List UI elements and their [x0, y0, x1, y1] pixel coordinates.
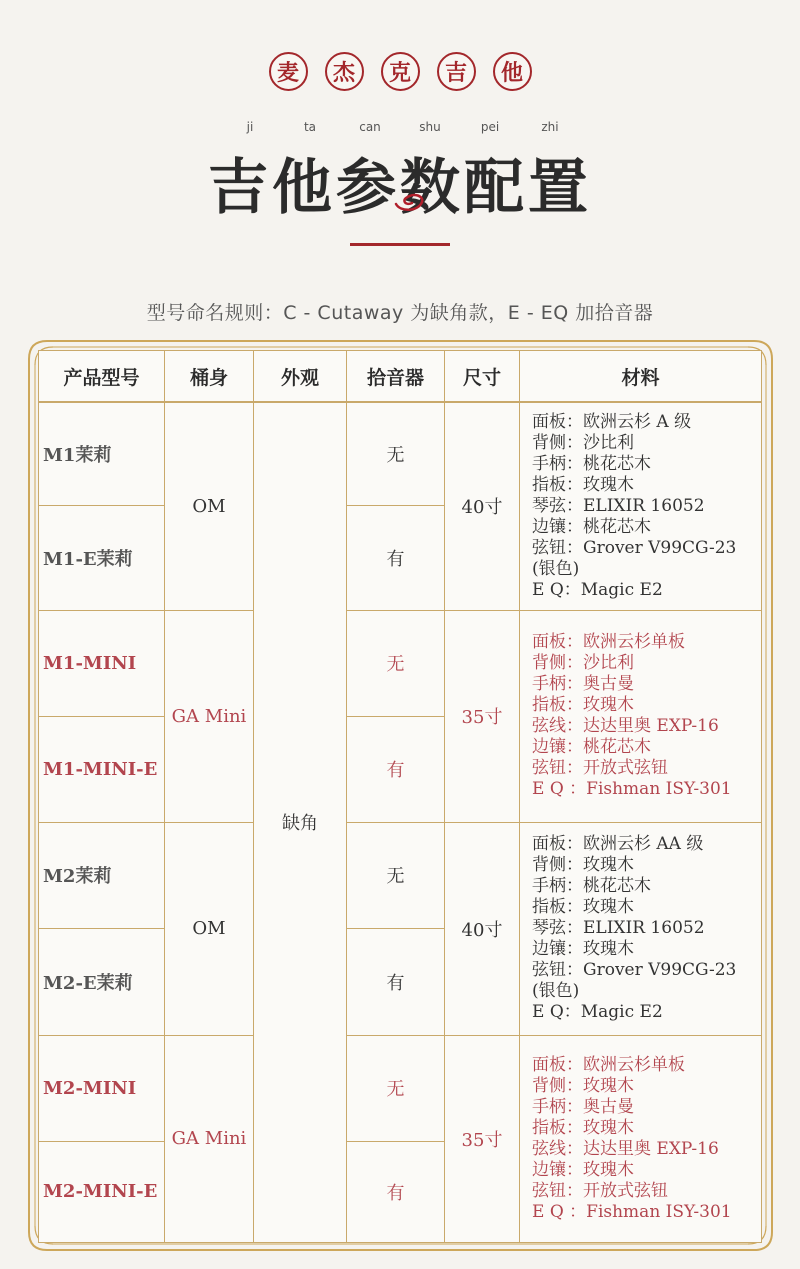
size: 40寸 — [445, 822, 520, 1035]
material-line: 边镶：桃花芯木 — [532, 737, 651, 757]
material-line: 弦钮：Grover V99CG-23 (银色) — [532, 960, 737, 1001]
material-line: 弦钮：开放式弦钮 — [532, 758, 668, 778]
header-body: 桶身 — [165, 351, 254, 403]
material-line: E Q：Magic E2 — [532, 579, 663, 600]
material-line: 面板：欧洲云杉单板 — [532, 632, 685, 652]
header-appearance: 外观 — [254, 351, 347, 403]
material-line: 背侧：玫瑰木 — [532, 855, 634, 875]
body-type: GA Mini — [165, 1035, 254, 1242]
material-line: 边镶：玫瑰木 — [532, 939, 634, 959]
header-materials: 材料 — [520, 351, 762, 403]
material-line: 手柄：奥古曼 — [532, 1096, 634, 1117]
brand-name — [0, 52, 800, 91]
table-row — [39, 822, 762, 928]
material-line: 指板：玫瑰木 — [532, 1117, 634, 1138]
brand-char: 他 — [493, 52, 532, 91]
material-line: 背侧：沙比利 — [532, 653, 634, 673]
pickup: 无 — [347, 822, 445, 928]
material-line: 手柄：奥古曼 — [532, 674, 634, 694]
material-line: 弦线：达达里奥 EXP-16 — [532, 1138, 719, 1159]
material-line: 琴弦：ELIXIR 16052 — [532, 918, 705, 938]
material-line: 边镶：玫瑰木 — [532, 1159, 634, 1180]
body-type: OM — [165, 822, 254, 1035]
materials — [520, 402, 762, 610]
model-name: M2-MINI-E — [39, 1141, 165, 1242]
table-row — [39, 402, 762, 505]
brush-swirl-decoration — [392, 186, 426, 214]
size: 35寸 — [445, 1035, 520, 1242]
material-line: 弦钮：开放式弦钮 — [532, 1180, 668, 1201]
material-line: 边镶：桃花芯木 — [532, 516, 651, 537]
pickup: 无 — [347, 1035, 445, 1141]
model-name: M1-MINI-E — [39, 716, 165, 822]
material-line: 手柄：桃花芯木 — [532, 453, 651, 474]
body-type: GA Mini — [165, 610, 254, 822]
model-name: M2-E茉莉 — [39, 928, 165, 1035]
material-line: 手柄：桃花芯木 — [532, 876, 651, 896]
pinyin-syllable: zhi — [541, 120, 559, 134]
pinyin-syllable: ji — [246, 120, 254, 134]
material-line: 背侧：玫瑰木 — [532, 1075, 634, 1096]
materials — [520, 822, 762, 1035]
table-header-row — [39, 351, 762, 403]
appearance: 缺角 — [254, 402, 347, 1242]
header-pickup: 拾音器 — [347, 351, 445, 403]
body-type: OM — [165, 402, 254, 610]
model-name: M2茉莉 — [39, 822, 165, 928]
model-name: M1-E茉莉 — [39, 505, 165, 610]
header-model: 产品型号 — [39, 351, 165, 403]
brand-char: 吉 — [437, 52, 476, 91]
material-line: 琴弦：ELIXIR 16052 — [532, 495, 705, 516]
page-title: 吉他参数配置 — [208, 153, 592, 223]
pickup: 有 — [347, 716, 445, 822]
model-name: M1茉莉 — [39, 402, 165, 505]
material-line: 指板：玫瑰木 — [532, 474, 634, 495]
pickup: 无 — [347, 402, 445, 505]
material-line: 指板：玫瑰木 — [532, 897, 634, 917]
brand-char: 克 — [381, 52, 420, 91]
size: 35寸 — [445, 610, 520, 822]
naming-rule-note: 型号命名规则：C - Cutaway 为缺角款，E - EQ 加拾音器 — [146, 302, 654, 324]
materials — [520, 1035, 762, 1242]
material-line: 面板：欧洲云杉 AA 级 — [532, 834, 704, 854]
brand-char: 杰 — [325, 52, 364, 91]
pinyin-syllable: pei — [480, 120, 500, 134]
pickup: 有 — [347, 505, 445, 610]
material-line: E Q：Magic E2 — [532, 1002, 663, 1022]
material-line: E Q ：Fishman ISY-301 — [532, 779, 732, 799]
material-line: E Q ：Fishman ISY-301 — [532, 1201, 732, 1222]
spec-table — [38, 350, 762, 1243]
material-line: 指板：玫瑰木 — [532, 695, 634, 715]
table-row — [39, 1035, 762, 1141]
material-line: 面板：欧洲云杉单板 — [532, 1054, 685, 1075]
title-pinyin — [220, 120, 580, 134]
pickup: 有 — [347, 1141, 445, 1242]
material-line: 弦钮：Grover V99CG-23 (银色) — [532, 537, 737, 579]
size: 40寸 — [445, 402, 520, 610]
materials — [520, 610, 762, 822]
table-row — [39, 610, 762, 716]
pickup: 无 — [347, 610, 445, 716]
model-name: M1-MINI — [39, 610, 165, 716]
material-line: 面板：欧洲云杉 A 级 — [532, 411, 692, 432]
pinyin-syllable: shu — [419, 120, 441, 134]
brand-char: 麦 — [269, 52, 308, 91]
title-underline — [350, 243, 450, 246]
pinyin-syllable: ta — [303, 120, 317, 134]
header-size: 尺寸 — [445, 351, 520, 403]
material-line: 背侧：沙比利 — [532, 432, 634, 453]
model-name: M2-MINI — [39, 1035, 165, 1141]
pickup: 有 — [347, 928, 445, 1035]
pinyin-syllable: can — [359, 120, 381, 134]
material-line: 弦线：达达里奥 EXP-16 — [532, 716, 719, 736]
